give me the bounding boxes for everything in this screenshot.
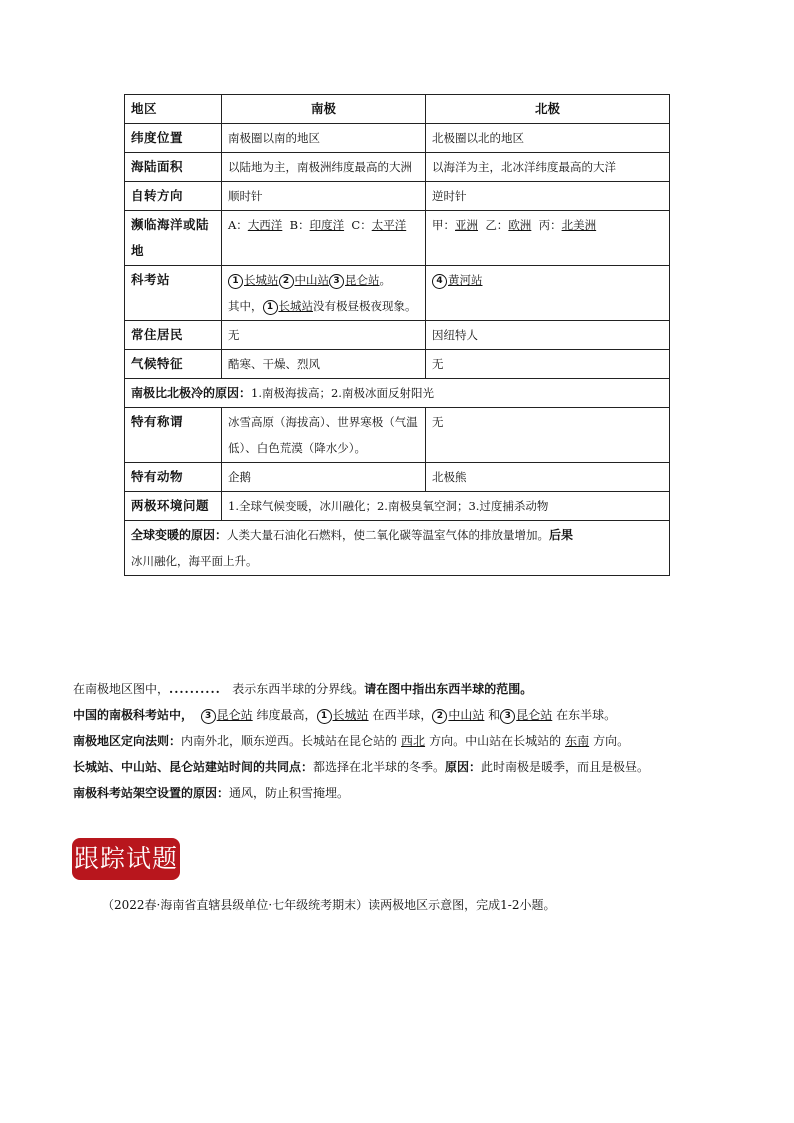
text: 长城站在昆仑站的 bbox=[301, 734, 398, 748]
text: 请在图中指出东西半球的范围。 bbox=[364, 682, 533, 696]
table-row bbox=[125, 492, 670, 521]
text: 中国的南极科考站中， bbox=[73, 708, 194, 722]
warming-text: 人类大量石油化石燃料，使二氧化碳等温室气体的排放量增加。 bbox=[227, 528, 550, 542]
label-a: A： bbox=[228, 218, 248, 232]
text: 方向。 bbox=[593, 734, 630, 748]
row-label: 特有动物 bbox=[125, 463, 222, 492]
cell-south bbox=[222, 211, 426, 266]
colder-text: 1.南极海拔高；2.南极冰面反射阳光 bbox=[251, 386, 434, 400]
row-label: 自转方向 bbox=[125, 182, 222, 211]
station-zhongshan: 中山站 bbox=[294, 273, 329, 287]
circled-number: 3 bbox=[329, 274, 344, 289]
text: 没有极昼极夜现象。 bbox=[313, 299, 417, 313]
table-row bbox=[125, 153, 670, 182]
cell-south bbox=[222, 266, 426, 321]
header-north: 北极 bbox=[426, 95, 670, 124]
cell-north: 北极圈以北的地区 bbox=[426, 124, 670, 153]
circled-number: 2 bbox=[279, 274, 294, 289]
warming-cell bbox=[125, 521, 670, 576]
table-row bbox=[125, 408, 670, 463]
dotted-line-symbol: .......... bbox=[169, 682, 221, 696]
warming-label: 全球变暖的原因： bbox=[131, 528, 228, 542]
text: 此时南极是暖季，而且是极昼。 bbox=[481, 760, 650, 774]
table-row bbox=[125, 521, 670, 576]
cell-north: 无 bbox=[426, 350, 670, 379]
label: 长城站、中山站、昆仑站建站时间的共同点： bbox=[73, 760, 314, 774]
cell-south: 无 bbox=[222, 321, 426, 350]
environment-cell: 1.全球气候变暖，冰川融化；2.南极臭氧空洞；3.过度捕杀动物 bbox=[222, 492, 670, 521]
note-hemisphere bbox=[73, 676, 733, 702]
table-row bbox=[125, 463, 670, 492]
study-notes bbox=[73, 676, 733, 806]
label-yi: 乙： bbox=[485, 218, 509, 232]
note-direction bbox=[73, 728, 733, 754]
circled-number: 1 bbox=[317, 709, 332, 724]
text: 在西半球， bbox=[372, 708, 433, 722]
colder-reason-cell bbox=[125, 379, 670, 408]
note-build-time bbox=[73, 754, 733, 780]
question-source: （2022春·海南省直辖县级单位·七年级统考期末） bbox=[102, 898, 369, 912]
station-kunlun: 昆仑站 bbox=[345, 273, 380, 287]
row-label: 气候特征 bbox=[125, 350, 222, 379]
station-changcheng: 长城站 bbox=[244, 273, 279, 287]
cell-north: 以海洋为主，北冰洋纬度最高的大洋 bbox=[426, 153, 670, 182]
polar-comparison-table bbox=[124, 94, 670, 576]
station-huanghe: 黄河站 bbox=[448, 273, 483, 287]
table-row bbox=[125, 211, 670, 266]
answer-blank: 西北 bbox=[401, 734, 426, 748]
question-text: 读两极地区示意图，完成1-2小题。 bbox=[368, 898, 556, 912]
circled-number: 4 bbox=[432, 274, 447, 289]
label: 南极地区定向法则： bbox=[73, 734, 182, 748]
answer-blank: 东南 bbox=[565, 734, 590, 748]
ocean-c: 太平洋 bbox=[371, 218, 407, 232]
header-region: 地区 bbox=[125, 95, 222, 124]
text: 都选择在北半球的冬季。 bbox=[313, 760, 446, 774]
circled-number: 3 bbox=[500, 709, 515, 724]
note-stations bbox=[73, 702, 733, 728]
text: 其中， bbox=[228, 299, 263, 313]
row-label: 特有称谓 bbox=[125, 408, 222, 463]
text: 内南外北，顺东逆西。 bbox=[181, 734, 302, 748]
cell-south: 冰雪高原（海拔高）、世界寒极（气温低）、白色荒漠（降水少）。 bbox=[222, 408, 426, 463]
cell-south: 南极圈以南的地区 bbox=[222, 124, 426, 153]
table-header-row bbox=[125, 95, 670, 124]
station-kunlun: 昆仑站 bbox=[516, 708, 553, 722]
row-label: 两极环境问题 bbox=[125, 492, 222, 521]
cell-north: 无 bbox=[426, 408, 670, 463]
cell-south: 以陆地为主，南极洲纬度最高的大洲 bbox=[222, 153, 426, 182]
text: 和 bbox=[488, 708, 501, 722]
circled-number: 3 bbox=[201, 709, 216, 724]
text: 方向。中山站在长城站的 bbox=[429, 734, 562, 748]
text: 表示东西半球的分界线。 bbox=[232, 682, 365, 696]
circled-number: 1 bbox=[263, 300, 278, 315]
land-yi: 欧洲 bbox=[508, 218, 532, 232]
land-jia: 亚洲 bbox=[455, 218, 478, 232]
cell-north: 北极熊 bbox=[426, 463, 670, 492]
label-c: C： bbox=[351, 218, 372, 232]
cell-south: 顺时针 bbox=[222, 182, 426, 211]
colder-label: 南极比北极冷的原因： bbox=[131, 386, 252, 400]
table-row bbox=[125, 321, 670, 350]
row-label: 濒临海洋或陆地 bbox=[125, 211, 222, 266]
table-row bbox=[125, 379, 670, 408]
label-b: B： bbox=[289, 218, 310, 232]
cell-north: 因纽特人 bbox=[426, 321, 670, 350]
text: 通风，防止积雪掩埋。 bbox=[229, 786, 350, 800]
row-label: 常住居民 bbox=[125, 321, 222, 350]
land-bing: 北美洲 bbox=[561, 218, 597, 232]
warming-result-text: 冰川融化，海平面上升。 bbox=[131, 554, 258, 568]
period: 。 bbox=[379, 273, 391, 287]
table-row bbox=[125, 350, 670, 379]
warming-result-label: 后果 bbox=[549, 528, 574, 542]
table-row bbox=[125, 182, 670, 211]
station-zhongshan: 中山站 bbox=[448, 708, 485, 722]
row-label: 科考站 bbox=[125, 266, 222, 321]
section-badge: 跟踪试题 bbox=[72, 838, 180, 880]
text: 纬度最高， bbox=[256, 708, 317, 722]
label: 南极科考站架空设置的原因： bbox=[73, 786, 230, 800]
table-row bbox=[125, 124, 670, 153]
label: 原因： bbox=[445, 760, 482, 774]
header-south: 南极 bbox=[222, 95, 426, 124]
question-intro bbox=[102, 894, 556, 916]
label-bing: 丙： bbox=[538, 218, 562, 232]
row-label: 海陆面积 bbox=[125, 153, 222, 182]
row-label: 纬度位置 bbox=[125, 124, 222, 153]
text: 在南极地区图中， bbox=[73, 682, 170, 696]
cell-north: 逆时针 bbox=[426, 182, 670, 211]
cell-north bbox=[426, 211, 670, 266]
circled-number: 2 bbox=[432, 709, 447, 724]
station-changcheng: 长城站 bbox=[332, 708, 369, 722]
cell-south: 酷寒、干燥、烈风 bbox=[222, 350, 426, 379]
label-jia: 甲： bbox=[432, 218, 455, 232]
station-changcheng: 长城站 bbox=[278, 299, 313, 313]
text: 在东半球。 bbox=[556, 708, 617, 722]
cell-north bbox=[426, 266, 670, 321]
note-elevated bbox=[73, 780, 733, 806]
station-kunlun: 昆仑站 bbox=[216, 708, 253, 722]
ocean-a: 大西洋 bbox=[247, 218, 283, 232]
cell-south: 企鹅 bbox=[222, 463, 426, 492]
ocean-b: 印度洋 bbox=[309, 218, 345, 232]
table-row bbox=[125, 266, 670, 321]
circled-number: 1 bbox=[228, 274, 243, 289]
